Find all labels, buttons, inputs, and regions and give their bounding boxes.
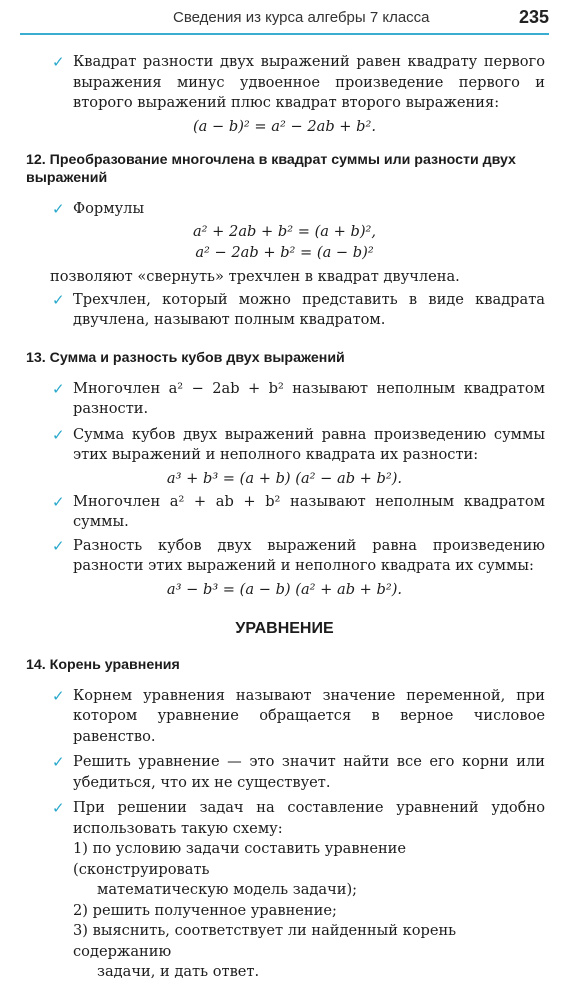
running-title: Сведения из курса алгебры 7 класса xyxy=(173,9,430,26)
list-step: 2) решить полученное уравнение; xyxy=(73,901,337,919)
formula: a² − 2ab + b² = (a − b)² xyxy=(195,244,374,261)
bullet-item xyxy=(0,379,569,420)
bullet-item xyxy=(0,686,569,748)
page-content xyxy=(0,40,569,983)
bullet-text: Корнем уравнения называют значение переменной, при котором уравнение обращается в верное числовое равенство. xyxy=(73,686,545,745)
bullet-text: Разность кубов двух выражений равна произведению разности этих выражений и неполного квадрата их суммы: xyxy=(73,536,545,574)
formula: a² + 2ab + b² = (a + b)², xyxy=(192,223,376,240)
bullet-item xyxy=(0,752,569,793)
chapter-title: УРАВНЕНИЕ xyxy=(235,619,334,637)
checkmark-icon: ✓ xyxy=(52,492,65,511)
list-step-continuation: математическую модель задачи); xyxy=(97,881,358,898)
checkmark-icon: ✓ xyxy=(52,379,65,398)
checkmark-icon: ✓ xyxy=(52,425,65,444)
checkmark-icon: ✓ xyxy=(52,199,65,218)
bullet-text: При решении задач на составление уравнений удобно использовать такую схему: xyxy=(73,799,545,837)
section-heading-12: 12. Преобразование многочлена в квадрат суммы или разности двух выражений xyxy=(26,151,516,186)
bullet-text: Решить уравнение — это значит найти все его корни или убедиться, что их не существует. xyxy=(73,753,545,791)
bullet-item xyxy=(0,290,569,331)
page-header xyxy=(0,0,569,40)
list-step-continuation: задачи, и дать ответ. xyxy=(97,963,260,980)
bullet-item xyxy=(0,798,569,839)
checkmark-icon: ✓ xyxy=(52,686,65,705)
bullet-text: Формулы xyxy=(73,199,145,217)
header-rule xyxy=(20,33,549,35)
bullet-item xyxy=(0,536,569,577)
page-number: 235 xyxy=(518,7,549,27)
section-heading-13: 13. Сумма и разность кубов двух выражений xyxy=(26,349,345,366)
formula: a³ − b³ = (a − b) (a² + ab + b²). xyxy=(166,580,403,598)
bullet-text: Многочлен a² − 2ab + b² называют неполным квадратом разности. xyxy=(73,379,545,417)
checkmark-icon: ✓ xyxy=(52,290,65,309)
list-step: 3) выяснить, соответствует ли найденный корень содержанию xyxy=(73,922,457,960)
bullet-item xyxy=(0,199,569,220)
checkmark-icon: ✓ xyxy=(52,799,65,817)
bullet-text: Сумма кубов двух выражений равна произведению суммы этих выражений и неполного квадрата их разности: xyxy=(73,425,545,463)
bullet-text: Многочлен a² + ab + b² называют неполным квадратом суммы. xyxy=(73,492,545,530)
formula: (a − b)² = a² − 2ab + b². xyxy=(192,117,376,135)
bullet-item xyxy=(0,425,569,466)
bullet-text: Квадрат разности двух выражений равен квадрату первого выражения минус удвоенное произведение первого и второго выражений плюс квадрат второго выражения: xyxy=(73,53,545,111)
list-step: 1) по условию задачи составить уравнение (сконструировать xyxy=(73,840,407,878)
bullet-text: Трехчлен, который можно представить в виде квадрата двучлена, называют полным квадратом. xyxy=(73,290,545,328)
bullet-item xyxy=(0,52,569,114)
paragraph: позволяют «свернуть» трехчлен в квадрат двучлена. xyxy=(50,268,460,285)
checkmark-icon: ✓ xyxy=(52,53,65,71)
bullet-item xyxy=(0,492,569,533)
section-heading-14: 14. Корень уравнения xyxy=(26,656,180,673)
formula: a³ + b³ = (a + b) (a² − ab + b²). xyxy=(166,469,403,487)
checkmark-icon: ✓ xyxy=(52,753,65,771)
checkmark-icon: ✓ xyxy=(52,536,65,555)
